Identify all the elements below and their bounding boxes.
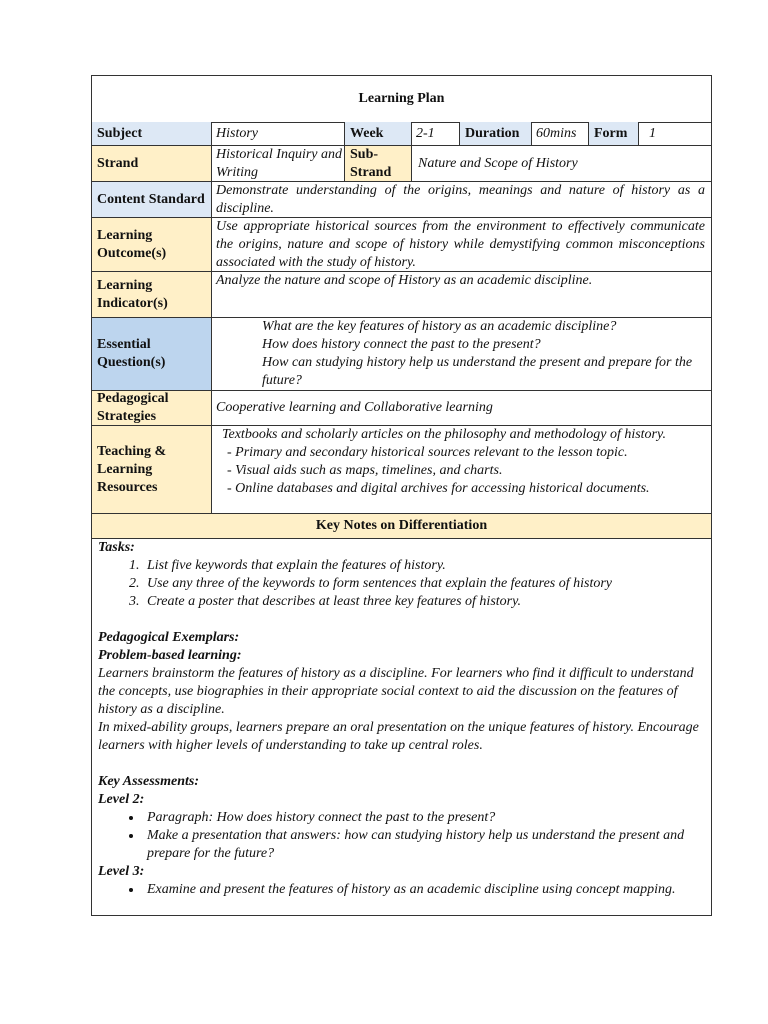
assessment-item: • Examine and present the features of history as an academic discipline using concept mapping. (143, 881, 706, 899)
assessments-label: Key Assessments: (98, 774, 199, 789)
learning-outcome-label: Learning Outcome(s) (92, 218, 212, 272)
duration-value: 60mins (532, 122, 589, 146)
page-title: Learning Plan (92, 76, 711, 123)
assessment-item: • Make a presentation that answers: how can studying history help us understand the present and prepare for the future? (143, 827, 706, 863)
level2-list (98, 809, 706, 863)
essential-questions-list (212, 318, 711, 391)
resource-item: - Visual aids such as maps, timelines, and charts. (227, 463, 503, 478)
learning-plan-table (91, 75, 712, 916)
pbl-text: In mixed-ability groups, learners prepare an oral presentation on the unique features of history. Encourage learners with higher levels of understanding to take up central roles. (98, 720, 699, 753)
pedagogical-strategies-value: Cooperative learning and Collaborative learning (212, 391, 711, 426)
learning-indicator-label: Learning Indicator(s) (92, 272, 212, 318)
learning-indicator-value: Analyze the nature and scope of History as an academic discipline. (212, 272, 711, 318)
sub-strand-value: Nature and Scope of History (412, 146, 711, 182)
subject-value: History (212, 122, 345, 146)
essential-questions-label: Essential Question(s) (92, 318, 212, 391)
form-value: 1 (639, 122, 711, 146)
pbl-text: Learners brainstorm the features of history as a discipline. For learners who find it difficult to understand the concepts, use biographies in their appropriate social context to aid the discussion on the features of history as a discipline. (98, 666, 694, 717)
content-standard-value: Demonstrate understanding of the origins, meanings and nature of history as a discipline. (212, 182, 711, 218)
essential-question: How does history connect the past to the present? (262, 337, 541, 352)
week-label: Week (345, 122, 412, 146)
strand-label: Strand (92, 146, 212, 182)
pbl-label: Problem-based learning: (98, 648, 242, 663)
resource-item: Textbooks and scholarly articles on the philosophy and methodology of history. (222, 427, 666, 442)
strand-value: Historical Inquiry and Writing (212, 146, 345, 182)
tasks-list (98, 557, 706, 611)
form-label: Form (589, 122, 639, 146)
differentiation-notes (98, 539, 706, 899)
exemplars-label: Pedagogical Exemplars: (98, 630, 240, 645)
tasks-label: Tasks: (98, 540, 135, 555)
resources-list (212, 426, 711, 514)
sub-strand-label: Sub-Strand (345, 146, 412, 182)
subject-label: Subject (92, 122, 212, 146)
duration-label: Duration (460, 122, 532, 146)
task-item: 3. Create a poster that describes at least three key features of history. (143, 593, 706, 611)
pedagogical-strategies-label: Pedagogical Strategies (92, 391, 212, 426)
level3-list (98, 881, 706, 899)
resource-item: - Online databases and digital archives for accessing historical documents. (227, 481, 650, 496)
level2-label: Level 2: (98, 792, 145, 807)
week-value: 2-1 (412, 122, 460, 146)
task-item: 2. Use any three of the keywords to form sentences that explain the features of history (143, 575, 706, 593)
level3-label: Level 3: (98, 864, 145, 879)
essential-question: How can studying history help us understand the present and prepare for the future? (262, 355, 693, 388)
learning-outcome-value: Use appropriate historical sources from the environment to effectively communicate the origins, nature and scope of history while demystifying common misconceptions associated with the study of history. (212, 218, 711, 272)
essential-question: What are the key features of history as an academic discipline? (262, 319, 617, 334)
assessment-item: • Paragraph: How does history connect the past to the present? (143, 809, 706, 827)
task-item: 1. List five keywords that explain the features of history. (143, 557, 706, 575)
differentiation-heading: Key Notes on Differentiation (92, 514, 711, 539)
resource-item: - Primary and secondary historical sources relevant to the lesson topic. (227, 445, 628, 460)
resources-label: Teaching & Learning Resources (92, 426, 212, 514)
content-standard-label: Content Standard (92, 182, 212, 218)
